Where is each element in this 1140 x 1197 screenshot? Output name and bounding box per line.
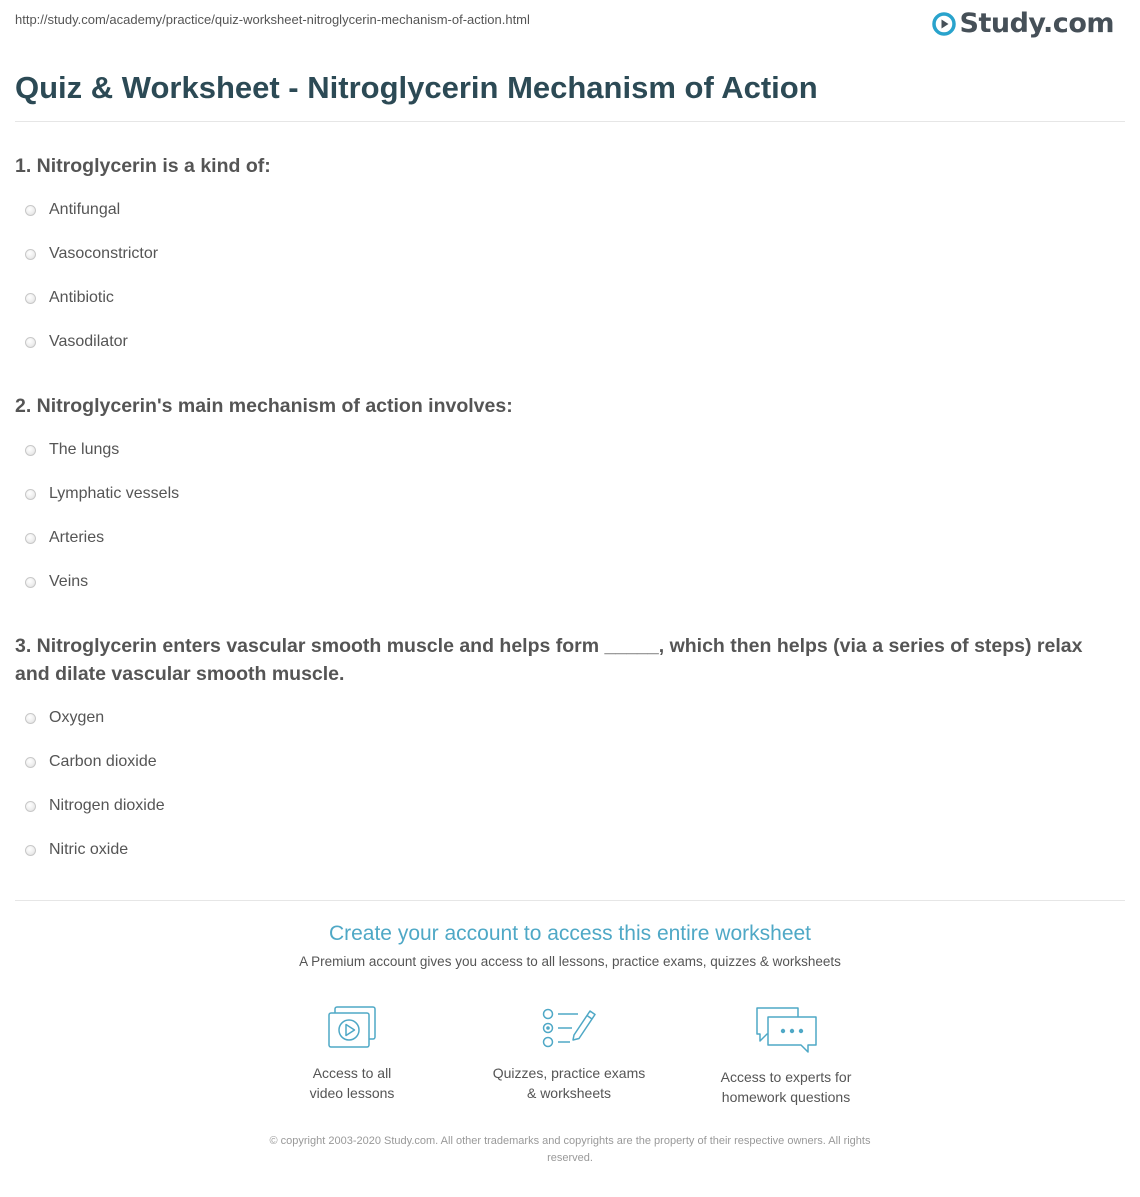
video-lessons-icon <box>325 1005 379 1051</box>
option-label: Oxygen <box>49 709 105 726</box>
radio-button[interactable] <box>25 293 36 304</box>
question-text-line: 3. Nitroglycerin enters vascular smooth muscle and helps form _____, which then helps (via a series of steps) relax <box>15 635 1083 657</box>
question-text <box>15 632 1125 688</box>
answer-option[interactable] <box>25 286 114 310</box>
radio-button[interactable] <box>25 533 36 544</box>
title-divider <box>15 121 1125 122</box>
feature-label-line: video lessons <box>309 1085 395 1101</box>
answer-option[interactable] <box>25 838 128 862</box>
option-label: Veins <box>49 573 89 590</box>
cta-heading[interactable]: Create your account to access this entire worksheet <box>328 922 812 945</box>
answer-option[interactable] <box>25 482 179 506</box>
copyright-line: reserved. <box>547 1152 593 1164</box>
option-label: The lungs <box>49 441 120 458</box>
radio-button[interactable] <box>25 801 36 812</box>
copyright-notice <box>0 1133 1140 1167</box>
option-label: Antibiotic <box>49 289 114 306</box>
quiz-checklist-icon <box>540 1005 598 1051</box>
feature-label-line: Access to experts for <box>720 1069 852 1085</box>
feature-label <box>252 1063 452 1103</box>
radio-button[interactable] <box>25 757 36 768</box>
answer-option[interactable] <box>25 438 119 462</box>
answer-option[interactable] <box>25 794 165 818</box>
question-text: 1. Nitroglycerin is a kind of: <box>15 155 271 177</box>
feature-label-line: Quizzes, practice exams <box>492 1065 646 1081</box>
answer-option[interactable] <box>25 330 128 354</box>
feature-video-lessons <box>252 1005 452 1103</box>
option-label: Vasoconstrictor <box>49 245 159 262</box>
answer-option[interactable] <box>25 570 88 594</box>
question-text: 2. Nitroglycerin's main mechanism of action involves: <box>15 395 513 417</box>
radio-button[interactable] <box>25 845 36 856</box>
feature-label <box>686 1067 886 1107</box>
feature-label <box>469 1063 669 1103</box>
feature-quizzes <box>469 1005 669 1103</box>
answer-option[interactable] <box>25 198 120 222</box>
cta-divider <box>15 900 1125 901</box>
chat-bubbles-icon <box>754 1005 818 1055</box>
option-label: Lymphatic vessels <box>49 485 180 502</box>
feature-experts <box>686 1005 886 1107</box>
option-label: Nitric oxide <box>49 841 129 858</box>
radio-button[interactable] <box>25 445 36 456</box>
radio-button[interactable] <box>25 249 36 260</box>
feature-label-line: Access to all <box>312 1065 392 1081</box>
option-label: Vasodilator <box>49 333 128 350</box>
page-title: Quiz & Worksheet - Nitroglycerin Mechanism of Action <box>15 70 818 105</box>
radio-button[interactable] <box>25 577 36 588</box>
answer-option[interactable] <box>25 526 104 550</box>
study-logo[interactable] <box>932 8 1114 39</box>
answer-option[interactable] <box>25 242 158 266</box>
play-circle-icon <box>932 12 956 36</box>
option-label: Carbon dioxide <box>49 753 157 770</box>
feature-label-line: & worksheets <box>526 1085 612 1101</box>
option-label: Antifungal <box>49 201 121 218</box>
copyright-line: © copyright 2003-2020 Study.com. All other trademarks and copyrights are the property of their respective owners. All rights <box>269 1135 871 1147</box>
question-2 <box>15 392 1125 590</box>
radio-button[interactable] <box>25 713 36 724</box>
cta-subheading: A Premium account gives you access to all lessons, practice exams, quizzes & worksheets <box>299 954 841 969</box>
feature-label-line: homework questions <box>721 1089 851 1105</box>
option-label: Nitrogen dioxide <box>49 797 165 814</box>
question-3 <box>15 632 1125 858</box>
answer-option[interactable] <box>25 706 104 730</box>
radio-button[interactable] <box>25 489 36 500</box>
radio-button[interactable] <box>25 205 36 216</box>
radio-button[interactable] <box>25 337 36 348</box>
question-text-line: and dilate vascular smooth muscle. <box>15 663 345 685</box>
option-label: Arteries <box>49 529 105 546</box>
question-1 <box>15 152 1125 350</box>
page-url: http://study.com/academy/practice/quiz-worksheet-nitroglycerin-mechanism-of-action.html <box>15 12 530 27</box>
logo-text: Study.com <box>959 8 1114 39</box>
answer-option[interactable] <box>25 750 157 774</box>
